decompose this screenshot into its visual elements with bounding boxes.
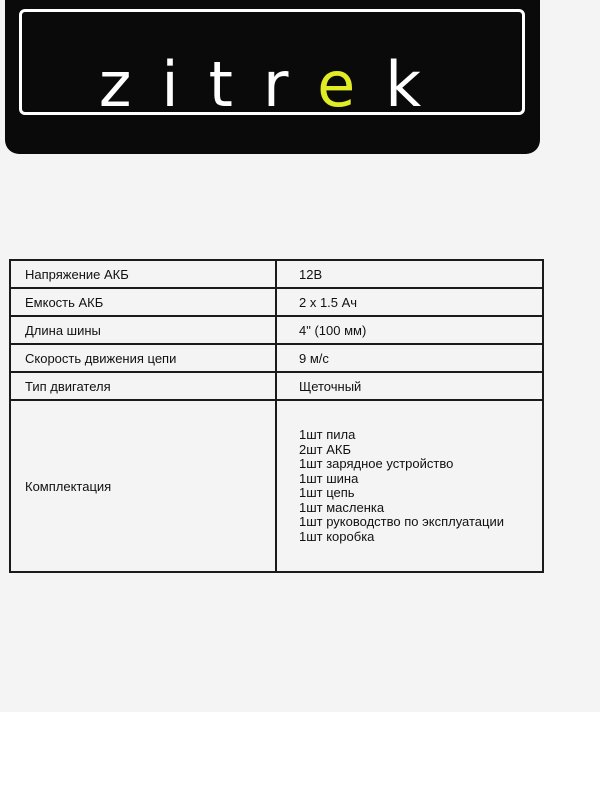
logo-letter: z (98, 48, 162, 121)
spec-value: 9 м/с (276, 344, 543, 372)
list-item: 1шт шина (299, 470, 359, 486)
spec-value: 12В (276, 260, 543, 288)
spec-label: Скорость движения цепи (10, 344, 276, 372)
list-item: 1шт руководство по эксплуатации (299, 514, 504, 529)
list-item: 2шт АКБ (299, 441, 351, 457)
list-item: 1шт масленка (299, 499, 385, 515)
brand-logo-text (22, 48, 528, 121)
table-row (10, 344, 543, 372)
list-item: 1шт пила (299, 427, 356, 442)
spec-label: Емкость АКБ (10, 288, 276, 316)
background-strip (0, 712, 600, 800)
logo-letter: t (208, 48, 263, 121)
spec-label: Напряжение АКБ (10, 260, 276, 288)
logo-letter: i (161, 48, 209, 121)
kit-list (299, 428, 542, 544)
list-item: 1шт коробка (299, 528, 375, 544)
logo-letter-accent: e (317, 48, 386, 121)
spec-value: Щеточный (276, 372, 543, 400)
brand-logo (5, 0, 540, 154)
spec-label: Длина шины (10, 316, 276, 344)
table-row-kit (10, 400, 543, 572)
spec-table (9, 259, 544, 573)
list-item: 1шт цепь (299, 485, 355, 500)
table-row (10, 316, 543, 344)
table-row (10, 288, 543, 316)
brand-logo-frame (19, 9, 525, 121)
spec-value: 2 х 1.5 Ач (276, 288, 543, 316)
kit-contents (276, 400, 543, 572)
logo-letter: r (262, 48, 318, 121)
spec-value: 4" (100 мм) (276, 316, 543, 344)
logo-letter: k (385, 48, 452, 121)
spec-label: Тип двигателя (10, 372, 276, 400)
kit-label: Комплектация (10, 400, 276, 572)
table-row (10, 260, 543, 288)
table-row (10, 372, 543, 400)
list-item: 1шт зарядное устройство (299, 456, 454, 471)
